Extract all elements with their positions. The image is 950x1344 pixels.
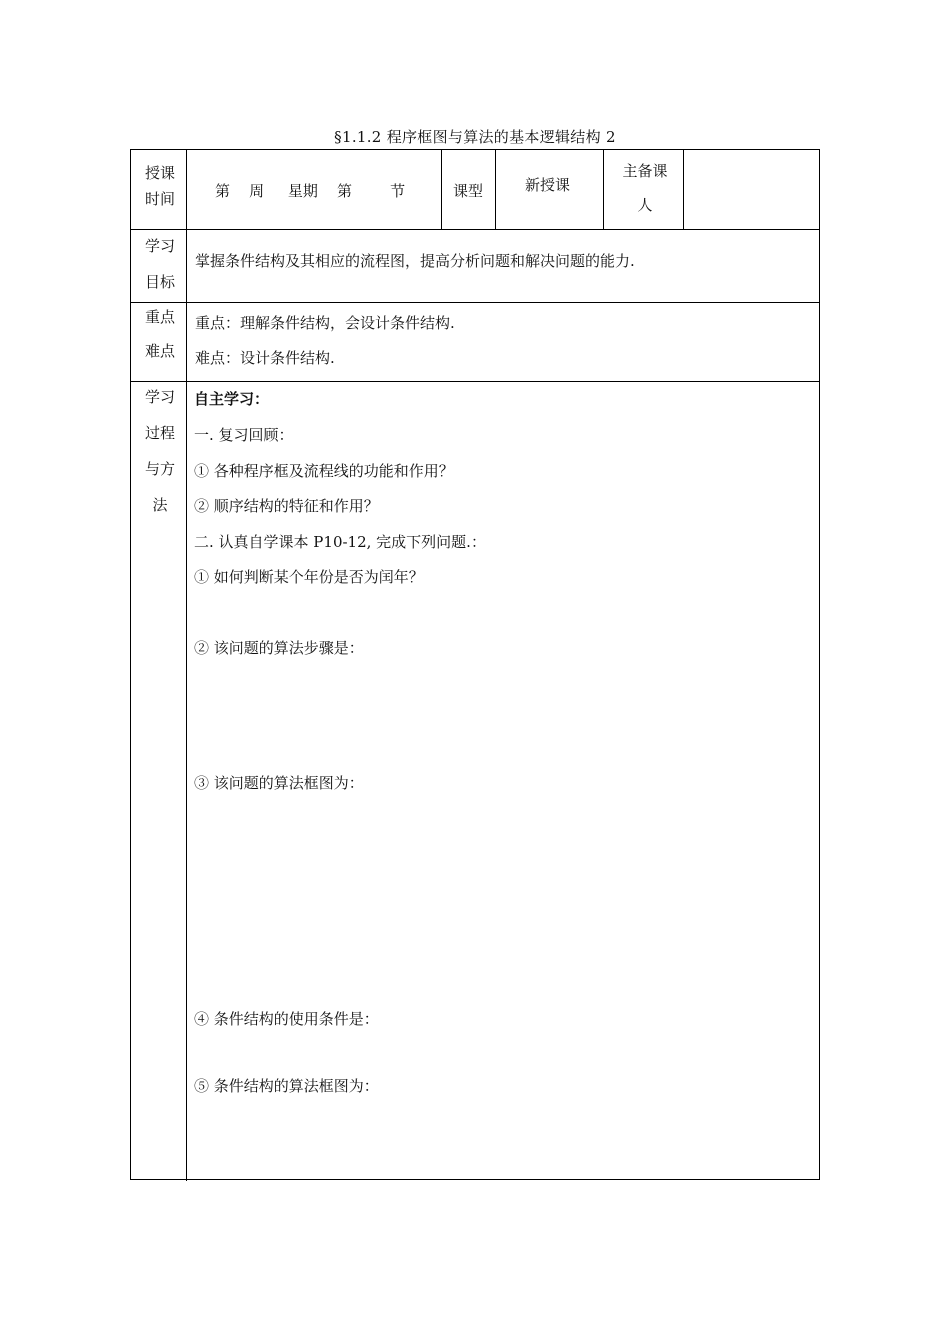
teacher-label-line-1: 主备课: [622, 162, 668, 180]
list-item: ④ 条件结构的使用条件是：: [194, 1010, 379, 1028]
time-label: [133, 160, 187, 212]
time-value: 第 周 星期 第 节: [215, 182, 406, 200]
row-divider: [131, 229, 819, 230]
list-item: ⑤ 条件结构的算法框图为：: [194, 1077, 379, 1095]
process-label-line-1: 学习: [144, 388, 175, 406]
process-label-line-4: 法: [152, 496, 168, 514]
column-divider: [683, 150, 684, 229]
teacher-label-line-2: 人: [637, 196, 653, 214]
section-heading: 自主学习：: [194, 390, 270, 408]
list-item: ② 该问题的算法步骤是：: [194, 639, 364, 657]
list-item: ③ 该问题的算法框图为：: [194, 774, 364, 792]
key-label-line-2: 难点: [144, 342, 175, 360]
list-item: ① 各种程序框及流程线的功能和作用？: [194, 462, 454, 480]
goal-label-line-2: 目标: [144, 273, 175, 291]
list-item: ② 顺序结构的特征和作用？: [194, 497, 379, 515]
list-item: 二. 认真自学课本 P10-12, 完成下列问题.：: [194, 533, 486, 551]
row-divider: [131, 302, 819, 303]
type-label: 课型: [453, 182, 484, 200]
page-title: §1.1.2 程序框图与算法的基本逻辑结构 2: [334, 128, 616, 146]
process-label: [133, 379, 187, 523]
goal-text: 掌握条件结构及其相应的流程图，提高分析问题和解决问题的能力.: [195, 252, 635, 270]
goal-label-line-1: 学习: [144, 237, 175, 255]
teacher-label: [615, 154, 675, 222]
list-item: ① 如何判断某个年份是否为闰年？: [194, 568, 424, 586]
list-item: 一. 复习回顾：: [194, 426, 294, 444]
time-label-line-1: 授课: [144, 164, 175, 182]
key-label: [133, 300, 187, 368]
focus-text: 重点：理解条件结构，会设计条件结构.: [195, 314, 455, 332]
lesson-plan-table: [130, 149, 820, 1180]
process-label-line-2: 过程: [144, 424, 175, 442]
time-label-line-2: 时间: [144, 190, 175, 208]
process-label-line-3: 与方: [144, 460, 175, 478]
key-label-line-1: 重点: [144, 308, 175, 326]
type-value: 新授课: [525, 176, 571, 194]
column-divider: [495, 150, 496, 229]
column-divider: [603, 150, 604, 229]
row-divider: [131, 381, 819, 382]
difficulty-text: 难点：设计条件结构.: [195, 349, 335, 367]
goal-label: [133, 228, 187, 300]
column-divider: [441, 150, 442, 229]
